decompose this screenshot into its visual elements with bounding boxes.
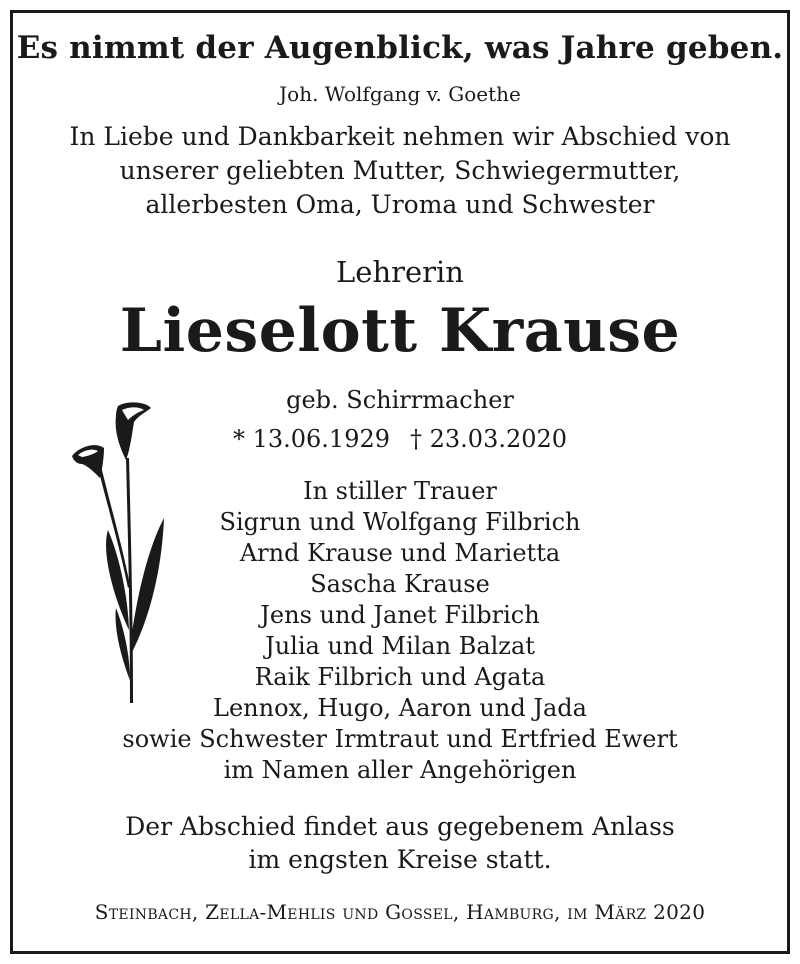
intro-line: allerbesten Oma, Uroma und Schwester (145, 190, 655, 219)
mourner-line: sowie Schwester Irmtraut und Ertfried Ewert (122, 725, 678, 753)
place-date-footer: Steinbach, Zella-Mehlis und Gossel, Hamburg, im März 2020 (94, 900, 706, 924)
mourner-line: In stiller Trauer (303, 477, 497, 505)
mourner-line: Julia und Milan Balzat (265, 632, 535, 660)
mourner-line: Arnd Krause und Marietta (239, 539, 561, 567)
closing-line: im engsten Kreise statt. (248, 845, 552, 874)
closing-line: Der Abschied findet aus gegebenem Anlass (125, 812, 675, 841)
quote-attribution: Joh. Wolfgang v. Goethe (279, 82, 521, 106)
mourner-line: Lennox, Hugo, Aaron und Jada (213, 694, 587, 722)
quote: Es nimmt der Augenblick, was Jahre geben. (16, 30, 784, 66)
mourner-line: Raik Filbrich und Agata (254, 663, 546, 691)
deceased-role: Lehrerin (336, 255, 464, 289)
mourner-line: Sascha Krause (310, 570, 490, 598)
deceased-name: Lieselott Krause (119, 296, 681, 366)
mourner-line: Jens und Janet Filbrich (260, 601, 540, 629)
mourner-line: Sigrun und Wolfgang Filbrich (219, 508, 581, 536)
death-date: † 23.03.2020 (410, 425, 568, 453)
birth-name: geb. Schirrmacher (286, 386, 514, 414)
intro-line: In Liebe und Dankbarkeit nehmen wir Abschied von (69, 122, 731, 151)
mourner-line: im Namen aller Angehörigen (223, 756, 577, 784)
intro-line: unserer geliebten Mutter, Schwiegermutter, (119, 156, 681, 185)
birth-date: * 13.06.1929 (232, 425, 390, 453)
